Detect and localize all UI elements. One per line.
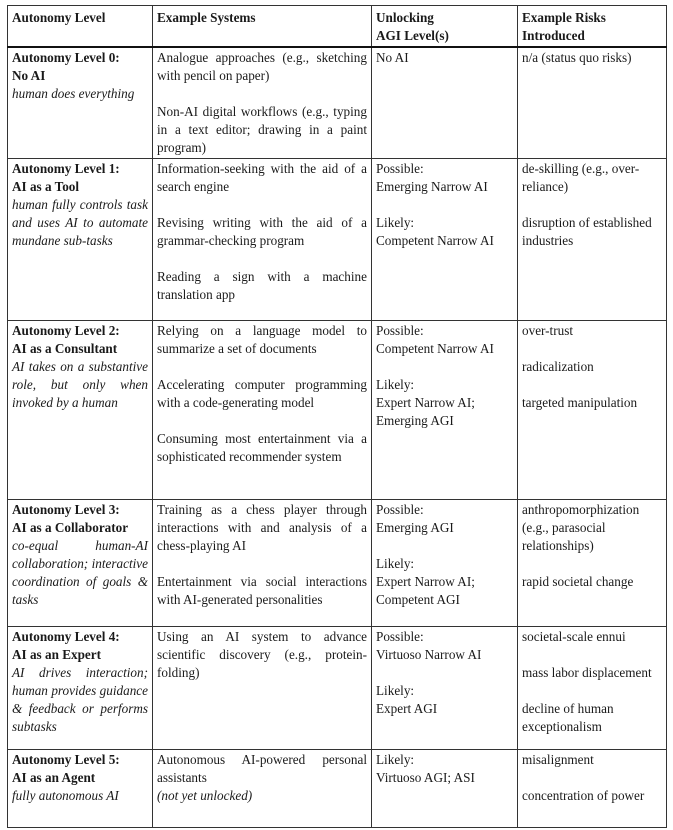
header-example-systems: Example Systems — [153, 6, 372, 48]
example-risks-cell — [518, 627, 667, 750]
example-systems-cell — [153, 627, 372, 750]
level-number: Autonomy Level 3: — [12, 502, 120, 517]
agi-likelihood-label: Possible: — [376, 161, 424, 176]
example-risk: rapid societal change — [522, 574, 634, 589]
autonomy-levels-table — [7, 5, 667, 828]
example-systems-cell — [153, 159, 372, 321]
agi-likelihood-label: Possible: — [376, 323, 424, 338]
level-name: No AI — [12, 68, 46, 83]
agi-level-value: Emerging AGI — [376, 520, 454, 535]
agi-level-value: Emerging Narrow AI — [376, 179, 488, 194]
level-name: AI as a Collaborator — [12, 520, 129, 535]
level-number: Autonomy Level 0: — [12, 50, 120, 65]
level-description: human fully controls task and uses AI to automate mundane sub-tasks — [12, 197, 148, 248]
example-system: Accelerating computer programming with a code-generating model — [157, 377, 367, 410]
level-name: AI as a Consultant — [12, 341, 118, 356]
autonomy-level-cell — [8, 627, 153, 750]
example-systems-cell — [153, 47, 372, 159]
level-number: Autonomy Level 5: — [12, 752, 120, 767]
autonomy-level-cell — [8, 159, 153, 321]
agi-level-value: Virtuoso AGI; ASI — [376, 770, 475, 785]
agi-likelihood-label: Likely: — [376, 377, 415, 392]
table-row — [8, 47, 667, 159]
example-risk: concentration of power — [522, 788, 645, 803]
agi-level-cell — [372, 159, 518, 321]
example-risk: disruption of established industries — [522, 215, 652, 248]
level-name: AI as an Agent — [12, 770, 96, 785]
agi-level-value: Virtuoso Narrow AI — [376, 647, 482, 662]
example-system: Using an AI system to advance scientific discovery (e.g., protein-folding) — [157, 629, 367, 680]
level-description: co-equal human-AI collaboration; interactive coordination of goals & tasks — [12, 538, 148, 607]
level-number: Autonomy Level 4: — [12, 629, 120, 644]
example-system: Entertainment via social interactions with AI-generated personalities — [157, 574, 367, 607]
agi-likelihood-label: Likely: — [376, 683, 415, 698]
table-row — [8, 321, 667, 500]
example-systems-cell — [153, 750, 372, 828]
level-description: AI drives interaction; human provides guidance & feedback or performs subtasks — [12, 665, 148, 734]
example-system: Consuming most entertainment via a sophisticated recommender system — [157, 431, 367, 464]
example-risk: over-trust — [522, 323, 574, 338]
agi-level-cell — [372, 321, 518, 500]
example-systems-cell — [153, 321, 372, 500]
agi-level-cell — [372, 750, 518, 828]
example-risk: radicalization — [522, 359, 594, 374]
level-description: fully autonomous AI — [12, 788, 119, 803]
header-autonomy-level: Autonomy Level — [8, 6, 153, 48]
header-unlocking-agi-levels: Unlocking AGI Level(s) — [372, 6, 518, 48]
agi-level-value: No AI — [376, 50, 409, 65]
table-row — [8, 159, 667, 321]
example-system: Relying on a language model to summarize a set of documents — [157, 323, 367, 356]
agi-level-cell — [372, 47, 518, 159]
level-number: Autonomy Level 1: — [12, 161, 120, 176]
agi-likelihood-label: Likely: — [376, 556, 415, 571]
agi-level-value: Expert AGI — [376, 701, 438, 716]
example-systems-cell — [153, 500, 372, 627]
example-system: Reading a sign with a machine translation app — [157, 269, 367, 302]
example-risk: mass labor displacement — [522, 665, 652, 680]
agi-level-value: Expert Narrow AI; Emerging AGI — [376, 395, 475, 428]
agi-likelihood-label: Likely: — [376, 215, 415, 230]
header-example-risks: Example Risks Introduced — [518, 6, 667, 48]
table-row — [8, 500, 667, 627]
example-system: Autonomous AI-powered personal assistants — [157, 752, 367, 785]
example-risk: targeted manipulation — [522, 395, 638, 410]
header-row — [8, 6, 667, 48]
agi-likelihood-label: Likely: — [376, 752, 415, 767]
autonomy-level-cell — [8, 750, 153, 828]
level-description: AI takes on a substantive role, but only when invoked by a human — [12, 359, 148, 410]
example-risks-cell — [518, 321, 667, 500]
agi-level-value: Competent Narrow AI — [376, 233, 494, 248]
example-system: Information-seeking with the aid of a search engine — [157, 161, 367, 194]
example-risk: anthropomorphization (e.g., parasocial relationships) — [522, 502, 640, 553]
example-risk: decline of human exceptionalism — [522, 701, 614, 734]
agi-level-value: Expert Narrow AI; Competent AGI — [376, 574, 475, 607]
example-risk: de-skilling (e.g., over-reliance) — [522, 161, 640, 194]
agi-level-cell — [372, 627, 518, 750]
autonomy-level-cell — [8, 500, 153, 627]
example-system: Non-AI digital workflows (e.g., typing in a text editor; drawing in a paint program) — [157, 104, 367, 155]
example-system-note: (not yet unlocked) — [157, 788, 253, 803]
example-risks-cell — [518, 750, 667, 828]
example-risks-cell — [518, 500, 667, 627]
level-name: AI as an Expert — [12, 647, 102, 662]
agi-level-value: Competent Narrow AI — [376, 341, 494, 356]
example-system: Analogue approaches (e.g., sketching with pencil on paper) — [157, 50, 367, 83]
agi-likelihood-label: Possible: — [376, 629, 424, 644]
level-description: human does everything — [12, 86, 135, 101]
level-number: Autonomy Level 2: — [12, 323, 120, 338]
example-risk: misalignment — [522, 752, 594, 767]
table-row — [8, 627, 667, 750]
example-risks-cell — [518, 159, 667, 321]
agi-likelihood-label: Possible: — [376, 502, 424, 517]
example-system: Training as a chess player through interactions with and analysis of a chess-playing AI — [157, 502, 367, 553]
agi-level-cell — [372, 500, 518, 627]
level-name: AI as a Tool — [12, 179, 80, 194]
example-risk: societal-scale ennui — [522, 629, 626, 644]
example-risks-cell — [518, 47, 667, 159]
example-risk: n/a (status quo risks) — [522, 50, 632, 65]
autonomy-level-cell — [8, 321, 153, 500]
autonomy-level-cell — [8, 47, 153, 159]
example-system: Revising writing with the aid of a grammar-checking program — [157, 215, 367, 248]
table-row — [8, 750, 667, 828]
